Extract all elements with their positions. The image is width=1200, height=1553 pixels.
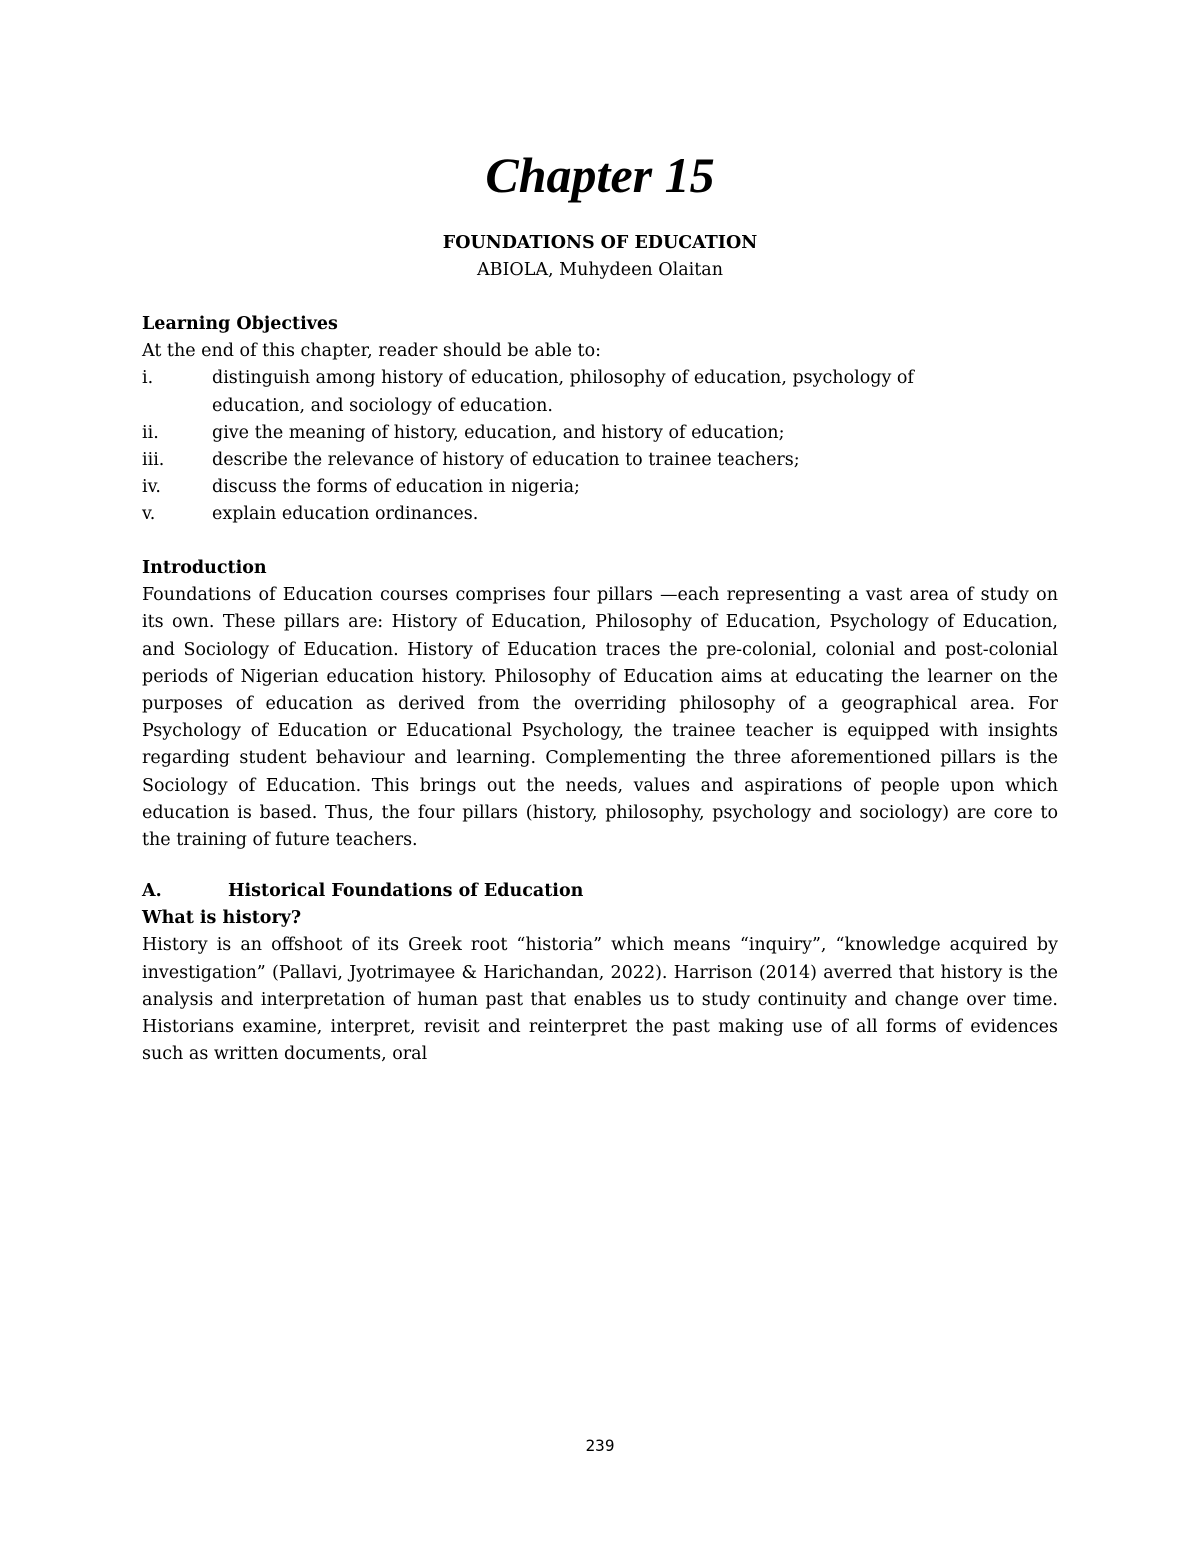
section-title: Historical Foundations of Education	[228, 881, 584, 901]
chapter-title: Chapter 15	[485, 147, 715, 203]
chapter-author: ABIOLA, Muhydeen Olaitan	[477, 260, 723, 280]
list-item-number: v.	[142, 504, 156, 525]
section-paragraph: History is an offshoot of its Greek root “historia” which means “inquiry”, “knowledge acquired by investigation” (Pallavi, Jyotrimayee & Harichandan, 2022). Harrison (2014) averred that history is the analysis and interpretation of human past that enables us to study continuity and change over time. Historians examine, interpret, revisit and reinterpret the past making use of all forms of evidences such as written documents, oral	[142, 935, 1058, 1065]
introduction-section	[142, 555, 1058, 854]
list-item	[142, 420, 1058, 447]
list-item-text: discuss the forms of education in nigeria;	[212, 477, 580, 498]
document-page	[142, 0, 1058, 1553]
section-heading	[142, 878, 1058, 905]
objectives-heading: Learning Objectives	[142, 314, 338, 334]
list-item-text: explain education ordinances.	[212, 504, 479, 525]
list-item-text: give the meaning of history, education, and history of education;	[212, 422, 785, 443]
list-item	[142, 447, 1058, 474]
list-item	[142, 474, 1058, 501]
section-subheading: What is history?	[142, 908, 302, 929]
historical-foundations-section	[142, 878, 1058, 1068]
list-item-text: describe the relevance of history of education to trainee teachers;	[212, 450, 800, 471]
page-number: 239	[585, 1436, 615, 1455]
list-item-number: iv.	[142, 477, 161, 498]
objectives-list	[142, 365, 1058, 528]
list-item-number: ii.	[142, 422, 159, 443]
list-item	[142, 365, 1058, 419]
chapter-header	[142, 230, 1058, 284]
objectives-intro: At the end of this chapter, reader should be able to:	[142, 341, 602, 362]
list-item	[142, 501, 1058, 528]
introduction-heading: Introduction	[142, 558, 267, 578]
chapter-subject: FOUNDATIONS OF EDUCATION	[442, 233, 758, 253]
learning-objectives-section	[142, 311, 1058, 529]
list-item-number: iii.	[142, 450, 165, 471]
introduction-paragraph: Foundations of Education courses comprises four pillars —each representing a vast area of study on its own. These pillars are: History of Education, Philosophy of Education, Psychology of Education, and Sociology of Education. History of Education traces the pre-colonial, colonial and post-colonial periods of Nigerian education history. Philosophy of Education aims at educating the learner on the purposes of education as derived from the overriding philosophy of a geographical area. For Psychology of Education or Educational Psychology, the trainee teacher is equipped with insights regarding student behaviour and learning. Complementing the three aforementioned pillars is the Sociology of Education. This brings out the needs, values and aspirations of people upon which education is based. Thus, the four pillars (history, philosophy, psychology and sociology) are core to the training of future teachers.	[142, 585, 1058, 851]
list-item-number: i.	[142, 368, 154, 389]
list-item-text: distinguish among history of education, philosophy of education, psychology of education, and sociology of education.	[212, 368, 914, 416]
section-letter: A.	[142, 881, 162, 901]
